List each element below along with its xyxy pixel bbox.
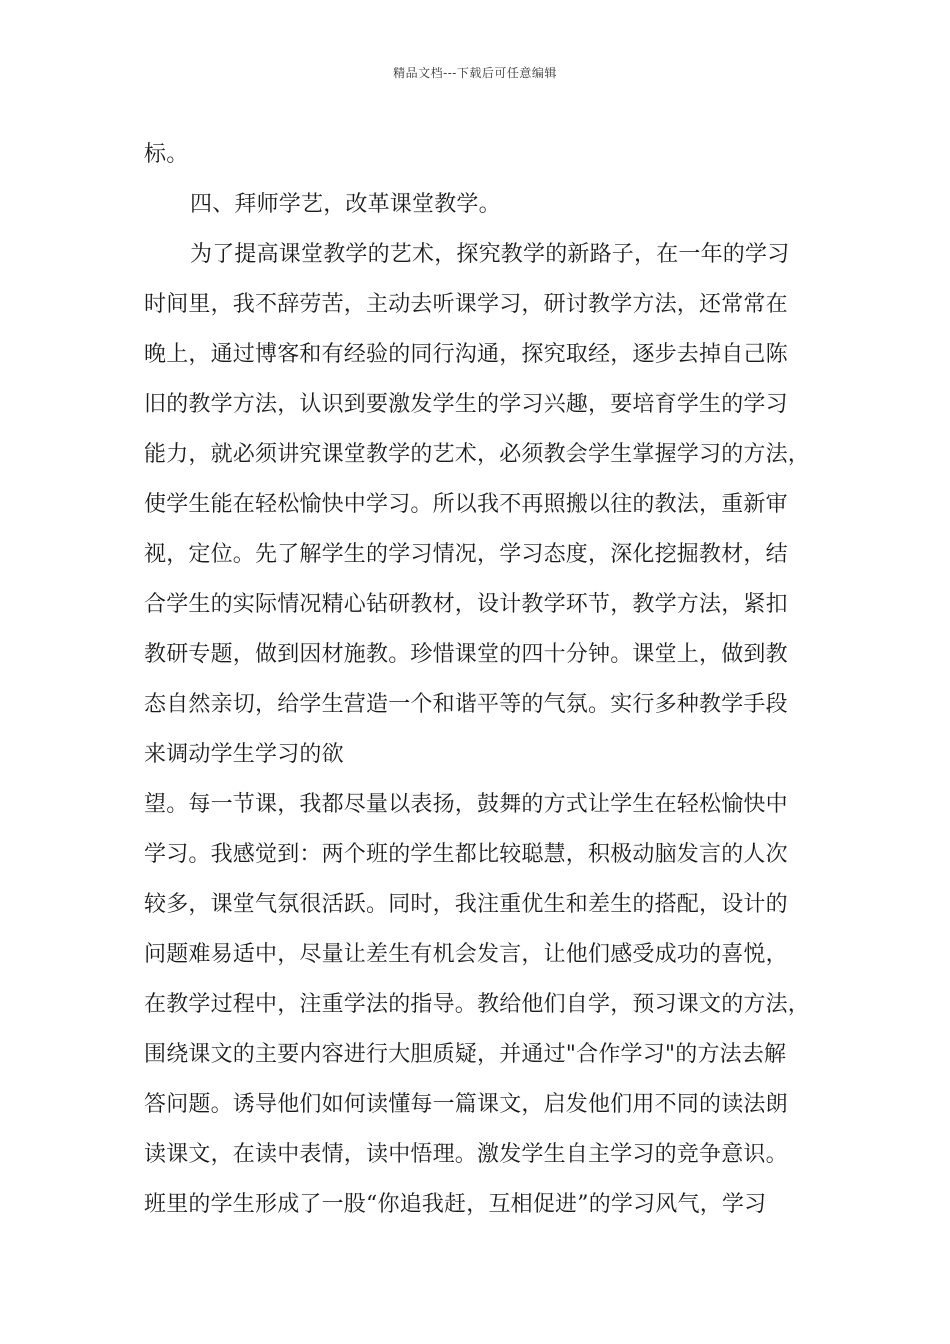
text-line: 读课文，在读中表情，读中悟理。激发学生自主学习的竞争意识。 — [144, 1142, 788, 1167]
text-line: 使学生能在轻松愉快中学习。所以我不再照搬以往的教法，重新审 — [144, 492, 788, 517]
document-body — [144, 130, 824, 1230]
text-line: 为了提高课堂教学的艺术，探究教学的新路子，在一年的学习 — [190, 242, 790, 267]
section-heading: 四、拜师学艺，改革课堂教学。 — [190, 192, 501, 217]
text-line: 班里的学生形成了一股“你追我赶，互相促进”的学习风气，学习 — [144, 1192, 767, 1217]
text-line: 标。 — [144, 142, 189, 167]
text-line: 望。每一节课，我都尽量以表扬，鼓舞的方式让学生在轻松愉快中 — [144, 792, 788, 817]
text-line: 态自然亲切，给学生营造一个和谐平等的气氛。实行多种教学手段 — [144, 692, 788, 717]
text-line: 在教学过程中，注重学法的指导。教给他们自学，预习课文的方法， — [144, 992, 811, 1017]
text-line: 来调动学生学习的欲 — [144, 742, 344, 767]
text-line: 视，定位。先了解学生的学习情况，学习态度，深化挖掘教材，结 — [144, 542, 788, 567]
text-line: 时间里，我不辞劳苦，主动去听课学习，研讨教学方法，还常常在 — [144, 292, 788, 317]
text-line: 合学生的实际情况精心钻研教材，设计教学环节，教学方法，紧扣 — [144, 592, 788, 617]
text-line: 教研专题，做到因材施教。珍惜课堂的四十分钟。课堂上，做到教 — [144, 642, 788, 667]
text-line: 问题难易适中，尽量让差生有机会发言，让他们感受成功的喜悦， — [144, 942, 788, 967]
page-header: 精品文档---下载后可任意编辑 — [393, 66, 557, 80]
text-line: 能力，就必须讲究课堂教学的艺术，必须教会学生掌握学习的方法， — [144, 442, 811, 467]
text-line: 晚上，通过博客和有经验的同行沟通，探究取经，逐步去掉自己陈 — [144, 342, 788, 367]
text-line: 答问题。诱导他们如何读懂每一篇课文，启发他们用不同的读法朗 — [144, 1092, 788, 1117]
text-line: 较多，课堂气氛很活跃。同时，我注重优生和差生的搭配，设计的 — [144, 892, 788, 917]
text-line: 围绕课文的主要内容进行大胆质疑，并通过"合作学习"的方法去解 — [144, 1042, 787, 1067]
text-line: 学习。我感觉到：两个班的学生都比较聪慧，积极动脑发言的人次 — [144, 842, 788, 867]
text-line: 旧的教学方法，认识到要激发学生的学习兴趣，要培育学生的学习 — [144, 392, 788, 417]
